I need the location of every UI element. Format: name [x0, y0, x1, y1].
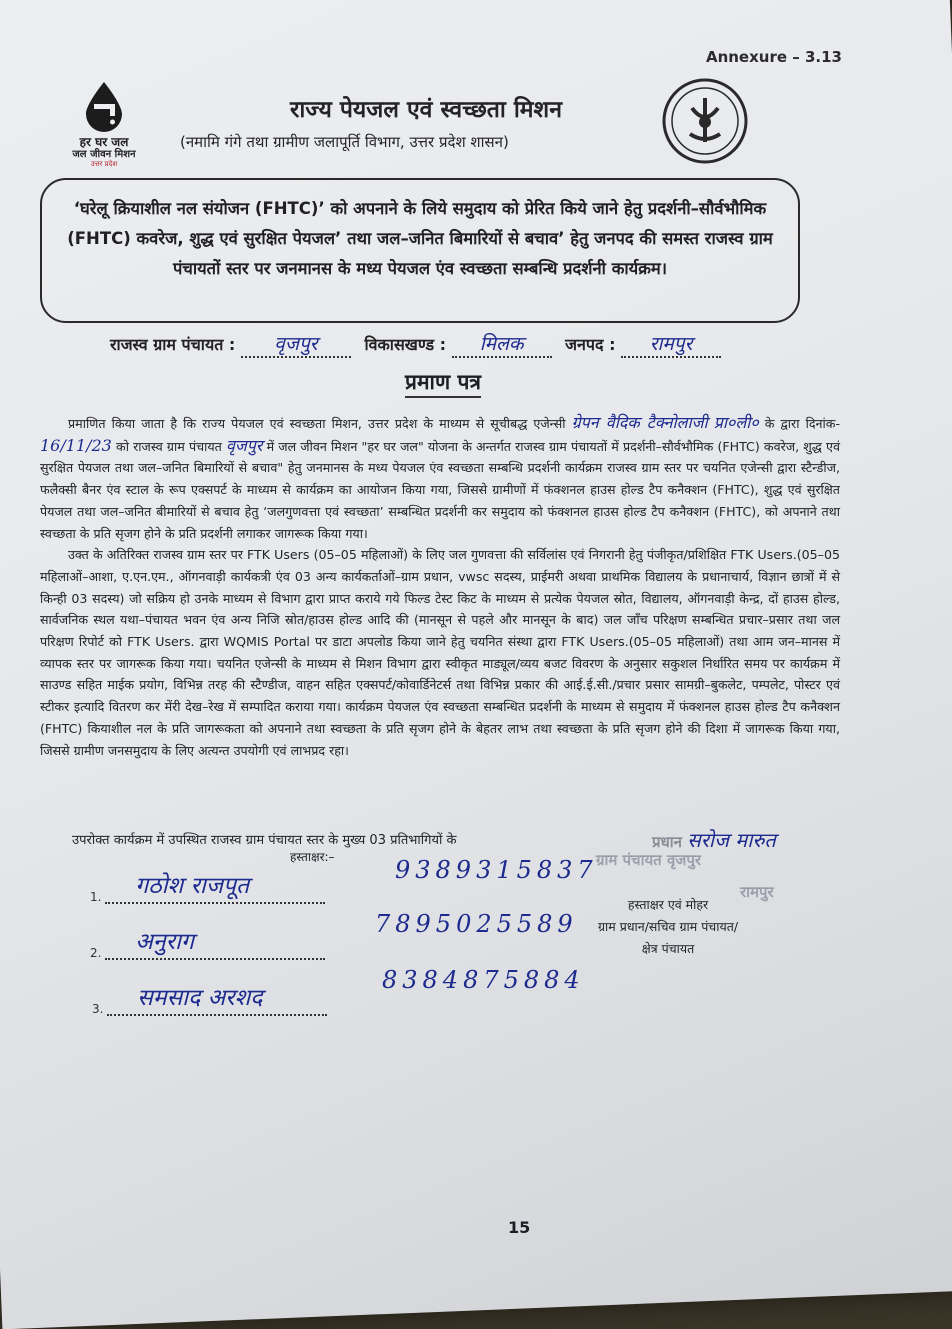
- paragraph-1: [40, 412, 840, 544]
- village-handwritten: वृजपुर: [226, 435, 263, 455]
- participant-name: समसाद अरशद: [137, 985, 263, 1011]
- participant-phone-1: 9389315837: [395, 856, 598, 884]
- participant-signature-line: [105, 873, 325, 904]
- participant-number: 1.: [90, 890, 102, 904]
- p1-part-b: के द्वारा दिनांक-: [764, 416, 840, 431]
- panchayat-field: [241, 330, 351, 358]
- panchayat-label: राजस्व ग्राम पंचायत :: [110, 335, 236, 354]
- pradhan-signature: [652, 826, 776, 853]
- caption-line-2: ग्राम प्रधान/सचिव ग्राम पंचायत/: [598, 919, 739, 934]
- signature-caption: [598, 894, 738, 960]
- p1-part-c: को राजस्व ग्राम पंचायत: [116, 438, 222, 454]
- block-field: [452, 330, 552, 358]
- mission-title: राज्य पेयजल एवं स्वच्छता मिशन: [290, 97, 562, 123]
- caption-line-3: क्षेत्र पंचायत: [641, 941, 695, 956]
- district-label: जनपद :: [565, 335, 616, 354]
- participant-name: अनुराग: [135, 929, 194, 955]
- logo-line-1: हर घर जल: [79, 135, 129, 149]
- participants-signature-label: हस्ताक्षर:–: [290, 850, 335, 864]
- pradhan-label: प्रधान: [652, 833, 682, 851]
- certificate-body: [40, 412, 840, 761]
- certificate-title: प्रमाण पत्र: [405, 368, 481, 398]
- program-title-box: ‘घरेलू क्रियाशील नल संयोजन (FHTC)’ को अपनाने के लिये समुदाय को प्रेरित किये जाने हेतु प्रदर्शनी–सौर्वभौमिक (FHTC) कवरेज, शुद्ध एवं सुरक्षित पेयजल’ तथा जल–जनित बिमारियों से बचाव’ हेतु जनपद की समस्त राजस्व ग्राम पंचायतों स्तर पर जनमानस के मध्य पेयजल एंव स्वच्छता सम्बन्धि प्रदर्शनी कार्यक्रम।: [40, 178, 800, 323]
- caption-line-1: हस्ताक्षर एवं मोहर: [627, 897, 709, 912]
- participant-signature-line: [105, 929, 325, 960]
- block-value: मिलक: [479, 333, 524, 355]
- participant-row-2: [90, 929, 325, 960]
- participant-number: 3.: [92, 1002, 104, 1016]
- agency-abbr-handwritten: प्रा०ली०: [713, 413, 759, 432]
- participants-intro: उपरोक्त कार्यक्रम में उपस्थित राजस्व ग्राम पंचायत स्तर के मुख्य 03 प्रतिभागियों के: [72, 833, 457, 848]
- mission-subtitle: (नमामि गंगे तथा ग्रामीण जलापूर्ति विभाग, उत्तर प्रदेश शासन): [180, 133, 509, 151]
- panchayat-value: वृजपुर: [274, 333, 318, 355]
- logo-line-3: उत्तर प्रदेश: [90, 160, 118, 168]
- participant-signature-line: [107, 985, 327, 1016]
- district-value: रामपुर: [649, 333, 693, 355]
- participant-phone-3: 8384875884: [382, 966, 585, 994]
- participant-phone-2: 7895025589: [375, 910, 578, 938]
- participant-number: 2.: [90, 946, 102, 960]
- water-drop-icon: [80, 80, 128, 132]
- pradhan-stamp: ग्राम पंचायत वृजपुर: [596, 851, 702, 869]
- page-number: 15: [508, 1218, 531, 1237]
- logo-line-2: जल जीवन मिशन: [72, 149, 136, 160]
- date-handwritten: 16/11/23: [40, 435, 112, 455]
- participant-row-1: [90, 873, 325, 904]
- agency-handwritten: ग्रेपन वैदिक टैक्नोलाजी: [571, 413, 708, 432]
- participant-row-3: [92, 985, 327, 1016]
- block-label: विकासखण्ड :: [364, 335, 446, 354]
- district-field: [621, 330, 721, 358]
- participant-name: गठोश राजपूत: [135, 873, 250, 899]
- annexure-label: Annexure – 3.13: [705, 48, 842, 66]
- pradhan-stamp-block: रामपुर: [740, 883, 774, 901]
- pradhan-name: सरोज मारुत: [687, 828, 776, 852]
- paragraph-2: उक्त के अतिरिक्त राजस्व ग्राम स्तर पर FTK Users (05–05 महिलाओं) के लिए जल गुणवत्ता की सर्विलांस एवं निगरानी हेतु पंजीकृत/प्रशिक्षित FTK Users.(05–05 महिलाओं–आशा, ए.एन.एम., ऑगनवाड़ी कार्यकत्री एंव 03 अन्य कार्यकर्ताओं–ग्राम प्रधान, vwsc सदस्य, प्राईमरी अथवा प्राथमिक विद्यालय के प्रधानाचार्य, विज्ञान छात्रों में से किन्ही 03 सदस्य) जो सक्रिय हो उनके माध्यम से विभाग द्वारा प्राप्त कराये गये फिल्ड टेस्ट किट के माध्यम से प्रत्येक पेयजल स्रोत, विद्यालय, ऑगनवाड़ी केन्द्र, दों हाउस होल्ड, सार्वजनिक स्थल यथा–पंचायत भवन एंव अन्य निजि स्रोत/हाउस होल्ड आदि की (मानसून से पहले और मानसून के बाद) जल जाँच परिक्षण सम्बन्धित प्रचार–प्रसार तथा जल परिक्षण रिपोर्ट को FTK Users. द्वारा WQMIS Portal पर डाटा अपलोड किया जाने हेतु चयनित संस्था द्वारा FTK Users.(05–05 महिलाओं) तथा आम जन–मानस में व्यापक स्तर पर जागरूक किया गया। चयनित एजेन्सी के माध्यम से मिशन विभाग द्वारा स्वीकृत माड्यूल/व्यय बजट विवरण के अनुसार सकुशल निर्धारित समय पर कार्यक्रम में साउण्ड सहित माईक प्रयोग, विभिन्न तरह की स्टैण्डीज, वाहन सहित एक्सपर्ट/कोवार्डिनेटर्स तथा विभिन्न प्रकार की आई.ई.सी./प्रचार प्रसार सामग्री–बुकलेट, पम्पलेट, पोस्टर एवं स्टीकर इत्यादि वितरण कर मेंरी देख–रेख में सम्पादित कराया गया। कार्यक्रम पेयजल एंव स्वच्छता सम्बन्धित प्रदर्शनी के माध्यम से समुदाय में फंक्शनल हाउस होल्ड टैप कनैक्शन (FHTC) कियाशील नल के प्रति जागरूकता को अपनाने तथा स्वच्छता के प्रति सृजग होने के बेहतर लाभ तथा स्वच्छता के प्रति सृजग होने की दिशा में जागरूक किया गया, जिससे ग्रामीण जनसमुदाय के लिए अत्यन्त उपयोगी एवं लाभप्रद रहा।: [40, 547, 840, 758]
- location-line: [110, 330, 810, 358]
- jal-jeevan-mission-logo: [58, 80, 150, 169]
- up-government-seal-icon: [662, 78, 748, 164]
- p1-part-d: में जल जीवन मिशन "हर घर जल" योजना के अन्तर्गत राजस्व ग्राम पंचायतों में प्रदर्शनी–सौर्वभौमिक (FHTC) कवरेज, शुद्ध एवं सुरक्षित पेयजल तथा जल–जनित बिमारियों से बचाव" हेतु जनमानस के मध्य पेयजल एंव स्वच्छता सम्बन्धि प्रदर्शनी कार्यक्रम राजस्व ग्राम स्तर पर चयनित एजेन्सी द्वारा स्टैन्डीज, फलैक्सी बैनर एंव स्टाल के रूप एक्सपर्ट के माध्यम से कार्यक्रम का आयोजन किया गया, जिससे ग्रामीणों में फंक्शनल हाउस होल्ड टैप कनैक्शन (FHTC), शुद्ध एवं सुरक्षित पेयजल तथा जल–जनित बीमारियों से बचाव हेतु ‘जलगुणवत्ता एवं स्वच्छता’ सम्बन्धित प्रदर्शनी कर समुदाय को फंक्शनल हाउस होल्ड टैप कनैक्शन (FHTC), को अपनाने तथा स्वच्छता के प्रति सृजग होने के प्रति प्रदर्शनी लगाकर जागरूक किया गया।: [40, 438, 840, 541]
- p1-part-a: प्रमाणित किया जाता है कि राज्य पेयजल एवं स्वच्छता मिशन, उत्तर प्रदेश के माध्यम से सूचीबद्ध एजेन्सी: [68, 416, 566, 431]
